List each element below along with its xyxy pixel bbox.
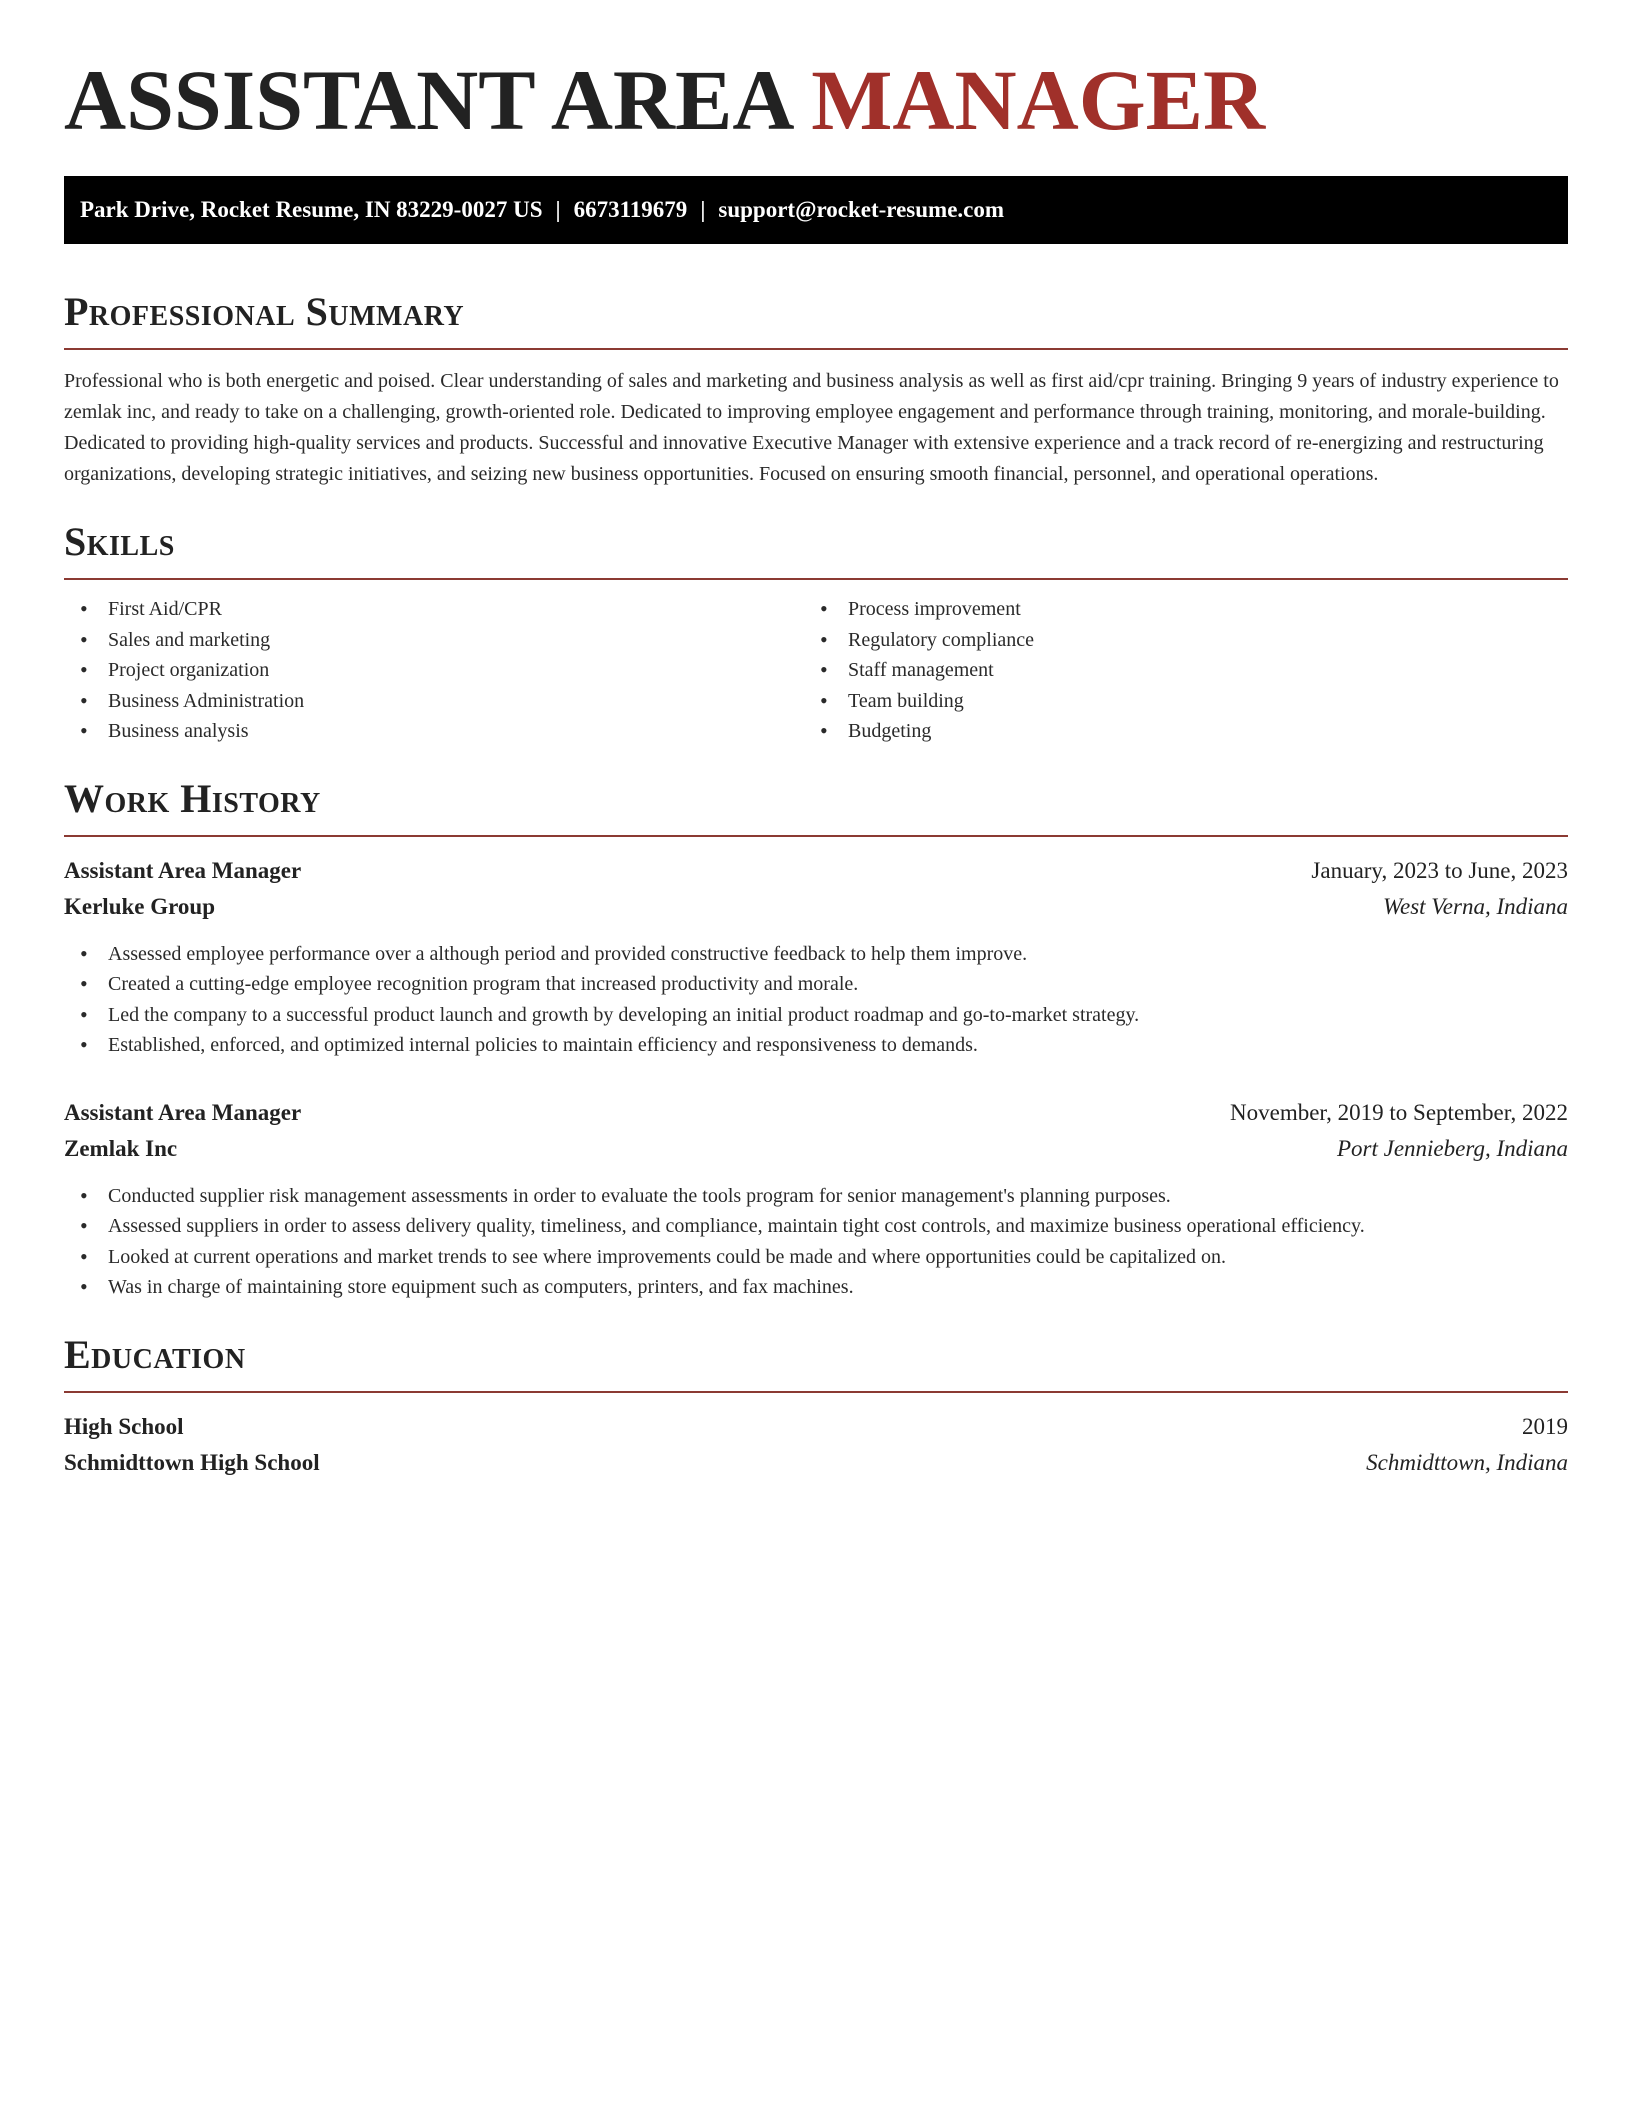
job-duty-item: • Looked at current operations and market trends to see where improvements could be made and where opportunities could be capitalized on. xyxy=(64,1242,1568,1273)
education-entry xyxy=(64,1409,1568,1481)
contact-phone: 6673119679 xyxy=(573,197,688,222)
job-company-row xyxy=(64,1131,1568,1167)
skills-list-right xyxy=(804,594,1544,747)
skill-item: • Budgeting xyxy=(804,716,1544,747)
job-duty-item: • Led the company to a successful product launch and growth by developing an initial product roadmap and go-to-market strategy. xyxy=(64,1000,1568,1031)
section-divider xyxy=(64,835,1568,837)
job-title: Assistant Area Manager xyxy=(64,857,302,883)
skill-item: • Process improvement xyxy=(804,594,1544,625)
job-duties-list xyxy=(64,1181,1568,1303)
contact-email: support@rocket-resume.com xyxy=(718,197,1005,222)
contact-bar xyxy=(64,176,1568,244)
section-divider xyxy=(64,1391,1568,1393)
job-location: Port Jennieberg, Indiana xyxy=(1336,1135,1568,1161)
job-company-row xyxy=(64,889,1568,925)
skills-heading: Skills xyxy=(64,519,175,564)
title-accent-part: MANAGER xyxy=(811,52,1266,148)
job-duty-item: • Assessed suppliers in order to assess delivery quality, timeliness, and compliance, maintain tight cost controls, and maximize business operational efficiency. xyxy=(64,1211,1568,1242)
work-history-section xyxy=(64,775,1568,1303)
job-duty-item: • Was in charge of maintaining store equipment such as computers, printers, and fax machines. xyxy=(64,1272,1568,1303)
resume-title xyxy=(64,0,1568,150)
summary-text: Professional who is both energetic and poised. Clear understanding of sales and marketing and business analysis as well as first aid/cpr training. Bringing 9 years of industry experience to zemlak inc, and ready to take on a challenging, growth-oriented role. Dedicated to improving employee engagement and performance through training, monitoring, and morale-building. Dedicated to providing high-quality services and products. Successful and innovative Executive Manager with extensive experience and a track record of re-energizing and restructuring organizations, developing strategic initiatives, and seizing new business opportunities. Focused on ensuring smooth financial, personnel, and operational operations. xyxy=(64,370,1559,485)
education-heading: Education xyxy=(64,1331,246,1377)
job-location: West Verna, Indiana xyxy=(1382,893,1568,919)
contact-separator: | xyxy=(555,197,561,222)
education-header-row xyxy=(64,1409,1568,1445)
job-company: Kerluke Group xyxy=(64,893,216,919)
skills-grid xyxy=(64,594,1568,747)
skill-item: • Regulatory compliance xyxy=(804,625,1544,656)
job-dates: November, 2019 to September, 2022 xyxy=(1230,1099,1568,1125)
job-dates: January, 2023 to June, 2023 xyxy=(1311,857,1568,883)
section-divider xyxy=(64,348,1568,350)
skill-item: • First Aid/CPR xyxy=(64,594,804,625)
skill-item: • Project organization xyxy=(64,655,804,686)
contact-separator: | xyxy=(700,197,706,222)
summary-heading: Professional Summary xyxy=(64,289,465,334)
skills-list-left xyxy=(64,594,804,747)
skill-item: • Staff management xyxy=(804,655,1544,686)
education-degree: High School xyxy=(64,1413,184,1439)
work-history-heading: Work History xyxy=(64,775,321,821)
skill-item: • Team building xyxy=(804,686,1544,717)
skill-item: • Business analysis xyxy=(64,716,804,747)
job-duty-item: • Created a cutting-edge employee recognition program that increased productivity and morale. xyxy=(64,969,1568,1000)
education-location: Schmidttown, Indiana xyxy=(1366,1449,1568,1475)
skill-item: • Business Administration xyxy=(64,686,804,717)
education-section xyxy=(64,1331,1568,1481)
job-duty-item: • Conducted supplier risk management assessments in order to evaluate the tools program for senior management's planning purposes. xyxy=(64,1181,1568,1212)
skills-section xyxy=(64,518,1568,747)
summary-section xyxy=(64,288,1568,490)
section-divider xyxy=(64,578,1568,580)
job-duties-list xyxy=(64,939,1568,1061)
job-entry xyxy=(64,1095,1568,1303)
education-year: 2019 xyxy=(1522,1413,1568,1439)
job-header-row xyxy=(64,853,1568,889)
job-duty-item: • Assessed employee performance over a although period and provided constructive feedback to help them improve. xyxy=(64,939,1568,970)
title-first-part: ASSISTANT AREA xyxy=(64,52,790,148)
job-company: Zemlak Inc xyxy=(64,1135,178,1161)
education-school: Schmidttown High School xyxy=(64,1449,320,1475)
skill-item: • Sales and marketing xyxy=(64,625,804,656)
resume-page xyxy=(64,0,1568,1481)
job-header-row xyxy=(64,1095,1568,1131)
education-school-row xyxy=(64,1445,1568,1481)
job-duty-item: • Established, enforced, and optimized internal policies to maintain efficiency and responsiveness to demands. xyxy=(64,1030,1568,1061)
job-title: Assistant Area Manager xyxy=(64,1099,302,1125)
contact-address: Park Drive, Rocket Resume, IN 83229-0027 US xyxy=(80,197,543,222)
job-entry xyxy=(64,853,1568,1061)
